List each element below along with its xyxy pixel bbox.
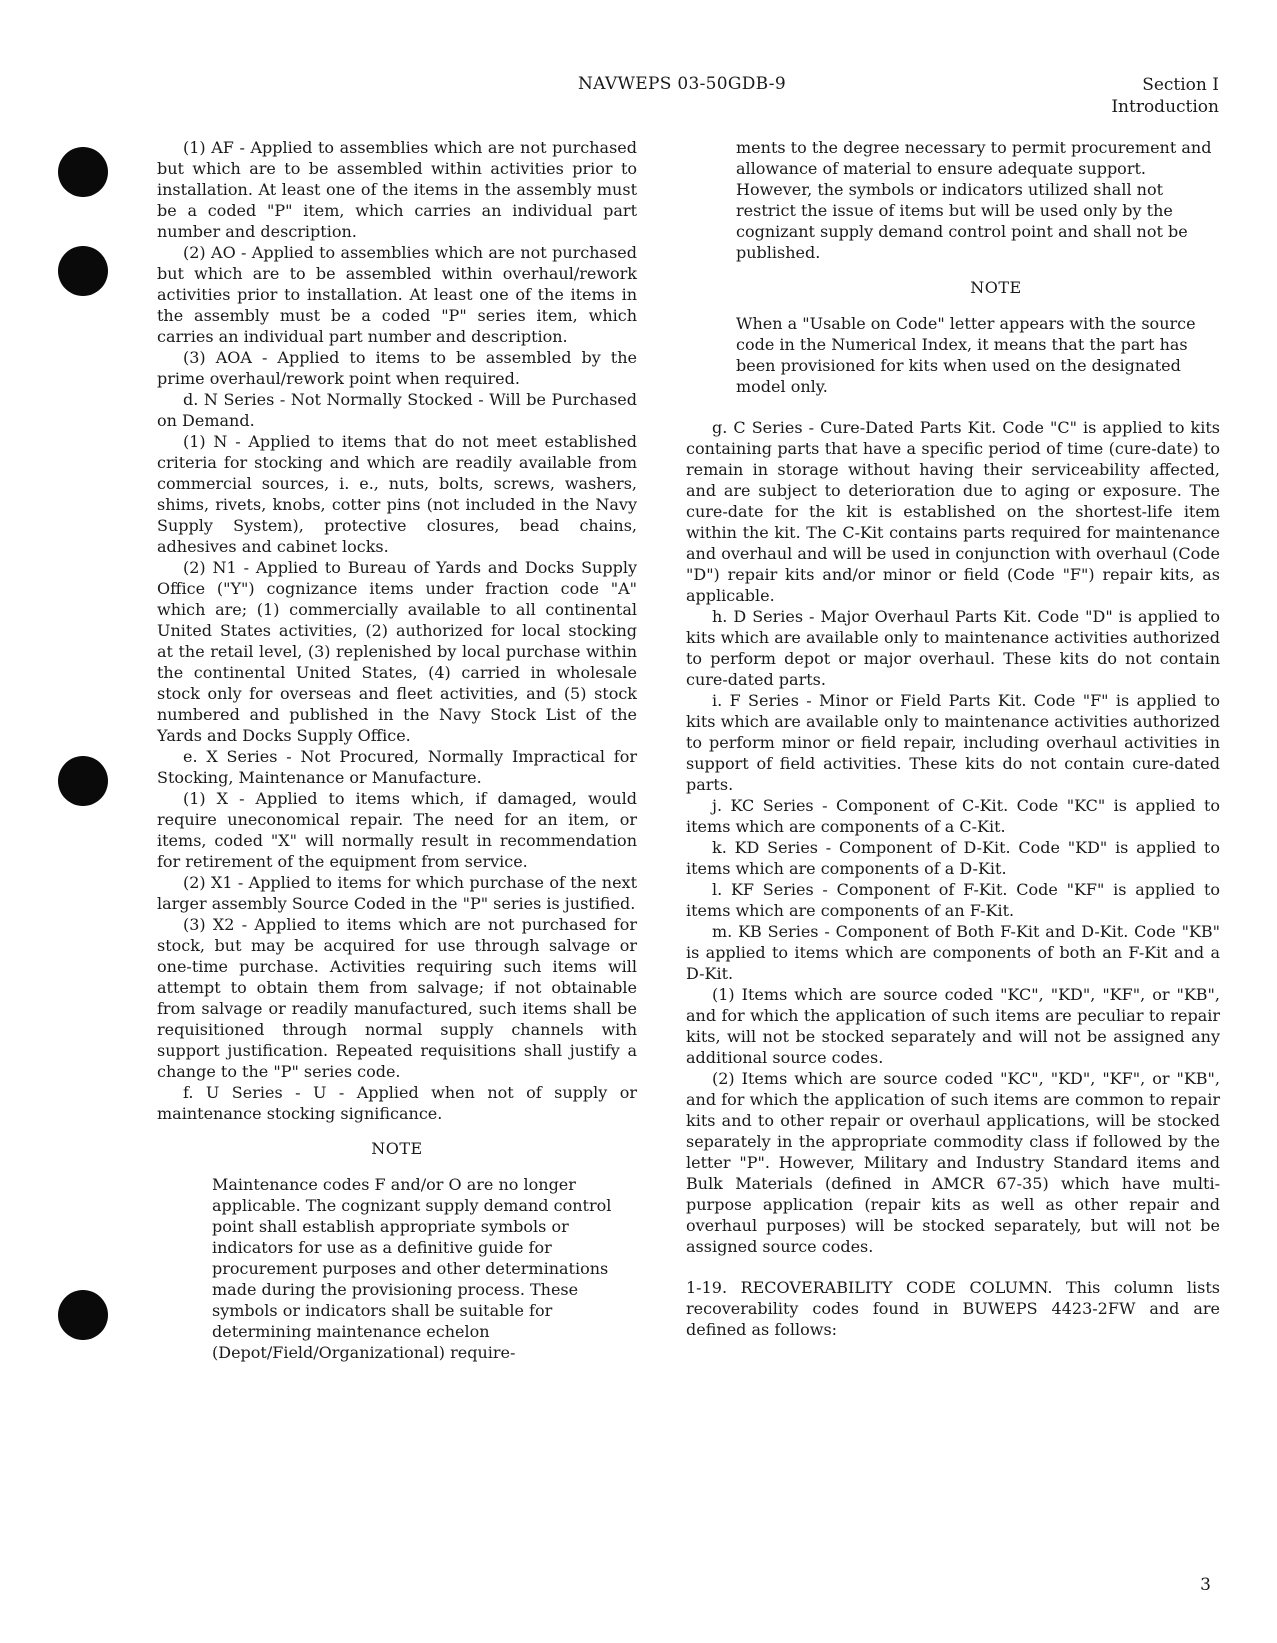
paragraph: j. KC Series - Component of C-Kit. Code "KC" is applied to items which are components of a C-Kit. [686, 796, 1220, 836]
paragraph: (2) Items which are source coded "KC", "KD", "KF", or "KB", and for which the application of such items are common to repair kits and to other repair or overhaul applications, will be stocked separately in the appropriate commodity class if followed by the letter "P". However, Military and Industry Standard items and Bulk Materials (defined in AMCR 67-35) which have multi-purpose application (repair kits as well as other repair and overhaul purposes) will be stocked separately, but will not be assigned source codes. [686, 1069, 1220, 1256]
paragraph: (2) X1 - Applied to items for which purchase of the next larger assembly Source Coded in the "P" series is justified. [157, 873, 637, 913]
paragraph: m. KB Series - Component of Both F-Kit and D-Kit. Code "KB" is applied to items which are components of both an F-Kit and a D-Kit. [686, 922, 1220, 983]
right-column [686, 137, 1220, 1340]
note-body-continued: ments to the degree necessary to permit procurement and allowance of material to ensure adequate support. However, the symbols or indicators utilized shall not restrict the issue of items but will be used only by the cognizant supply demand control point and shall not be published. [736, 138, 1212, 262]
paragraph: (2) N1 - Applied to Bureau of Yards and Docks Supply Office ("Y") cognizance items under fraction code "A" which are; (1) commercially available to all continental United States activities, (2) authorized for local stocking at the retail level, (3) replenished by local purchase within the continental United States, (4) carried in wholesale stock only for overseas and fleet activities, and (5) stock numbered and published in the Navy Stock List of the Yards and Docks Supply Office. [157, 558, 637, 745]
paragraph: i. F Series - Minor or Field Parts Kit. Code "F" is applied to kits which are available only to maintenance activities authorized to perform minor or field repair, including overhaul activities in support of field activities. These kits do not contain cure-dated parts. [686, 691, 1220, 794]
paragraph: e. X Series - Not Procured, Normally Impractical for Stocking, Maintenance or Manufacture. [157, 747, 637, 787]
paragraph: f. U Series - U - Applied when not of supply or maintenance stocking significance. [157, 1083, 637, 1123]
binder-hole [58, 1290, 108, 1340]
paragraph: (3) X2 - Applied to items which are not purchased for stock, but may be acquired for use through salvage or one-time purchase. Activities requiring such items will attempt to obtain them from salvage; if not obtainable from salvage or readily manufactured, such items shall be requisitioned through normal supply channels with support justification. Repeated requisitions shall justify a change to the "P" series code. [157, 915, 637, 1081]
paragraph: (1) X - Applied to items which, if damaged, would require uneconomical repair. The need for an item, or items, coded "X" will normally result in recommendation for retirement of the equipment from service. [157, 789, 637, 871]
section-label: Section I [1142, 75, 1219, 95]
paragraph: (1) AF - Applied to assemblies which are not purchased but which are to be assembled within activities prior to installation. At least one of the items in the assembly must be a coded "P" item, which carries an individual part number and description. [157, 138, 637, 241]
paragraph: l. KF Series - Component of F-Kit. Code "KF" is applied to items which are components of an F-Kit. [686, 880, 1220, 920]
document-number: NAVWEPS 03-50GDB-9 [578, 74, 786, 94]
note-body: Maintenance codes F and/or O are no longer applicable. The cognizant supply demand control point shall establish appropriate symbols or indicators for use as a definitive guide for procurement purposes and other determinations made during the provisioning process. These symbols or indicators shall be suitable for determining maintenance echelon (Depot/Field/Organizational) require- [212, 1175, 612, 1362]
paragraph: (1) Items which are source coded "KC", "KD", "KF", or "KB", and for which the application of such items are peculiar to repair kits, will not be stocked separately and will not be assigned any additional source codes. [686, 985, 1220, 1067]
note-heading: NOTE [970, 278, 1022, 297]
section-paragraph: 1-19. RECOVERABILITY CODE COLUMN. This column lists recoverability codes found in BUWEPS 4423-2FW and are defined as follows: [686, 1278, 1220, 1339]
page-number: 3 [1200, 1575, 1211, 1595]
paragraph: k. KD Series - Component of D-Kit. Code "KD" is applied to items which are components of a D-Kit. [686, 838, 1220, 878]
paragraph: (2) AO - Applied to assemblies which are not purchased but which are to be assembled within overhaul/rework activities prior to installation. At least one of the items in the assembly must be a coded "P" series item, which carries an individual part number and description. [157, 243, 637, 346]
left-column [157, 137, 637, 1363]
binder-hole [58, 756, 108, 806]
note-body: When a "Usable on Code" letter appears with the source code in the Numerical Index, it means that the part has been provisioned for kits when used on the designated model only. [736, 314, 1196, 396]
binder-hole [58, 246, 108, 296]
note-heading: NOTE [371, 1139, 423, 1158]
paragraph: g. C Series - Cure-Dated Parts Kit. Code "C" is applied to kits containing parts that have a specific period of time (cure-date) to remain in storage without having their serviceability affected, and are subject to deterioration due to aging or exposure. The cure-date for the kit is established on the shortest-life item within the kit. The C-Kit contains parts required for maintenance and overhaul and will be used in conjunction with overhaul (Code "D") repair kits and/or minor or field (Code "F") repair kits, as applicable. [686, 418, 1220, 605]
binder-hole [58, 147, 108, 197]
chapter-label: Introduction [1111, 97, 1219, 117]
paragraph: (1) N - Applied to items that do not meet established criteria for stocking and which are readily available from commercial sources, i. e., nuts, bolts, screws, washers, shims, rivets, knobs, cotter pins (not included in the Navy Supply System), protective closures, bead chains, adhesives and cabinet locks. [157, 432, 637, 556]
paragraph: (3) AOA - Applied to items to be assembled by the prime overhaul/rework point when required. [157, 348, 637, 388]
section-header [1111, 74, 1219, 118]
paragraph: h. D Series - Major Overhaul Parts Kit. Code "D" is applied to kits which are available only to maintenance activities authorized to perform depot or major overhaul. These kits do not contain cure-dated parts. [686, 607, 1220, 689]
paragraph: d. N Series - Not Normally Stocked - Will be Purchased on Demand. [157, 390, 637, 430]
